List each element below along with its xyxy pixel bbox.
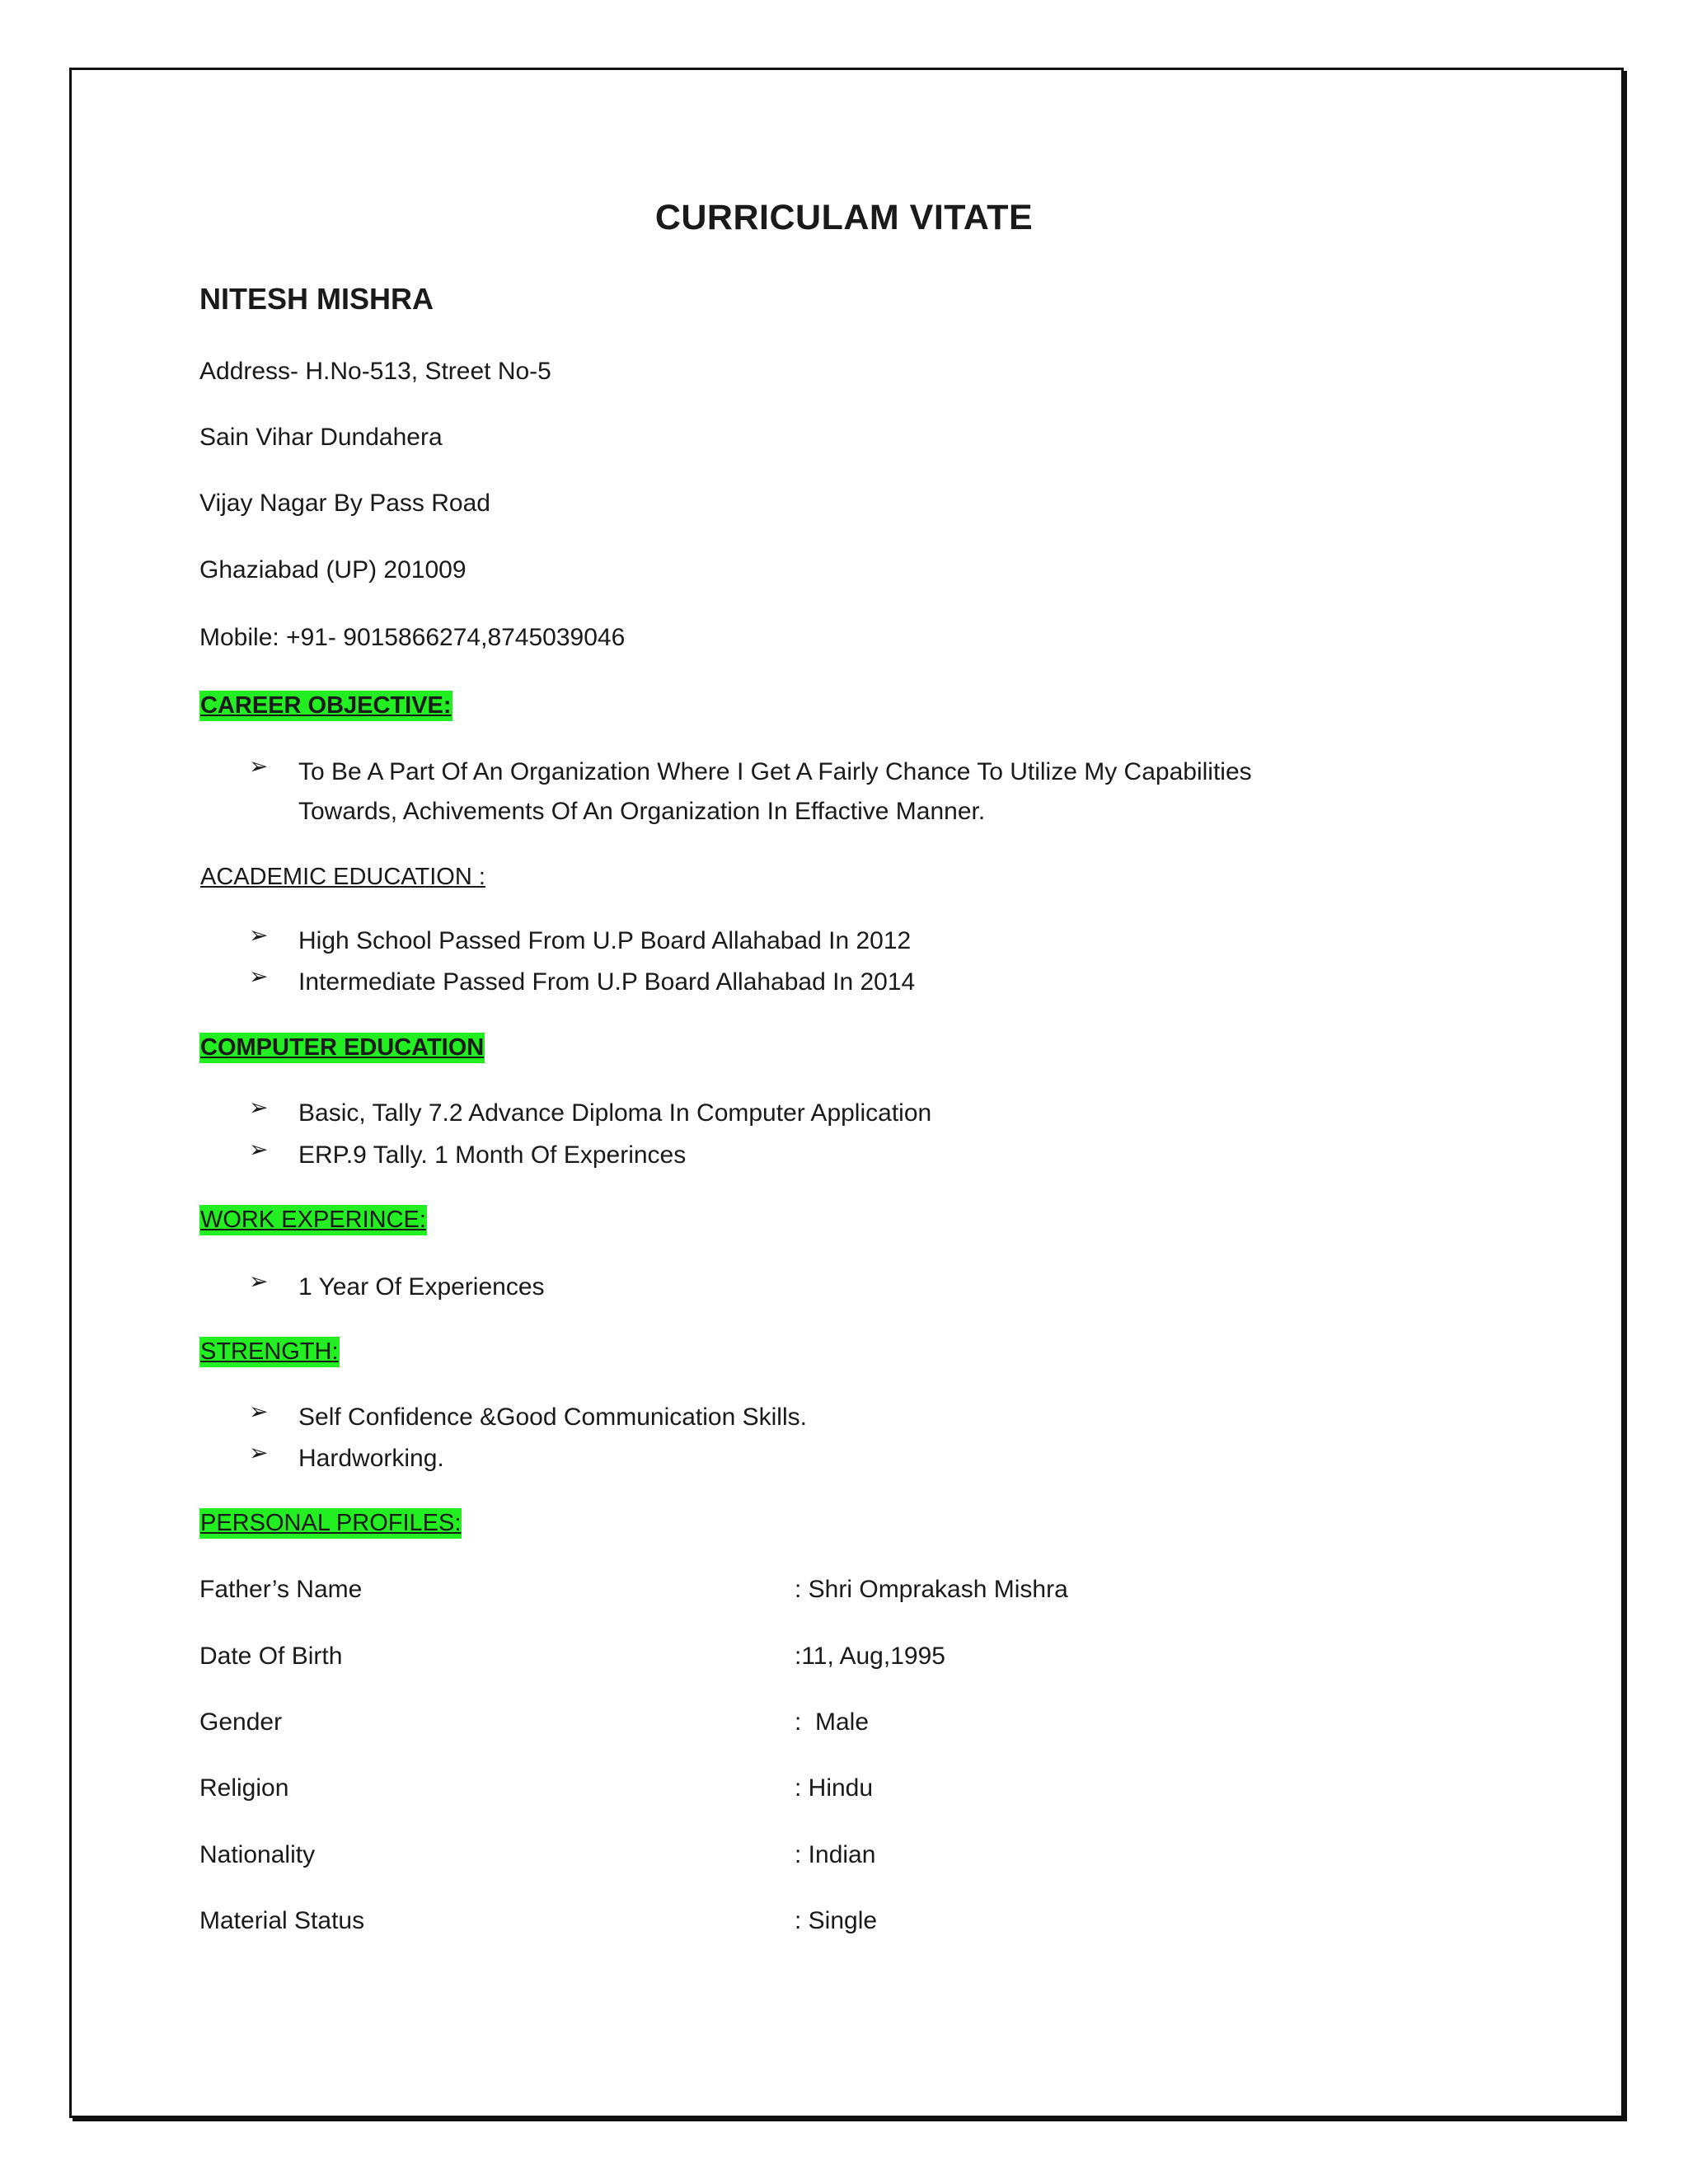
profile-value: : Single	[795, 1907, 878, 1934]
profile-label: Date Of Birth	[199, 1643, 343, 1670]
list-item	[249, 963, 915, 1002]
section-heading-career-objective: CAREER OBJECTIVE:	[199, 691, 452, 721]
address-line: Address- H.No-513, Street No-5	[199, 358, 551, 385]
list-item-text: Basic, Tally 7.2 Advance Diploma In Computer Application	[298, 1099, 932, 1127]
section-heading-computer-education: COMPUTER EDUCATION	[199, 1033, 485, 1063]
section-heading-personal-profiles: PERSONAL PROFILES:	[199, 1508, 462, 1539]
profile-label: Religion	[199, 1774, 289, 1802]
list-item-text: Hardworking.	[298, 1445, 444, 1472]
profile-value: : Indian	[795, 1841, 876, 1868]
candidate-name: NITESH MISHRA	[199, 282, 434, 316]
list-item	[249, 1439, 444, 1479]
address-line: Ghaziabad (UP) 201009	[199, 556, 467, 583]
list-item	[249, 1268, 545, 1307]
bullet-arrow-icon: ➢	[249, 963, 269, 989]
address-line: Vijay Nagar By Pass Road	[199, 490, 490, 517]
list-item-text: Intermediate Passed From U.P Board Allahabad In 2014	[298, 968, 916, 996]
list-item	[249, 921, 911, 961]
profile-value: : Male	[795, 1708, 870, 1736]
profile-label: Father’s Name	[199, 1576, 363, 1603]
section-heading-work-experience: WORK EXPERINCE:	[199, 1205, 427, 1235]
list-item-text: To Be A Part Of An Organization Where I Get A Fairly Chance To Utilize My Capabilities Towards, Achivements Of An Organization In Effactive Manner.	[298, 758, 1252, 825]
section-heading-strength: STRENGTH:	[199, 1337, 340, 1367]
profile-label: Gender	[199, 1708, 283, 1736]
bullet-arrow-icon: ➢	[249, 1268, 269, 1294]
list-item-text: High School Passed From U.P Board Allahabad In 2012	[298, 927, 912, 954]
list-item	[249, 1136, 686, 1175]
list-item	[249, 1094, 931, 1133]
profile-value: :11, Aug,1995	[795, 1643, 945, 1670]
list-item-text: ERP.9 Tally. 1 Month Of Experinces	[298, 1141, 687, 1169]
bullet-arrow-icon: ➢	[249, 753, 269, 779]
address-line: Sain Vihar Dundahera	[199, 424, 443, 451]
profile-label: Material Status	[199, 1907, 365, 1934]
list-item-text: 1 Year Of Experiences	[298, 1273, 545, 1301]
profile-value: : Shri Omprakash Mishra	[795, 1576, 1068, 1603]
mobile-line: Mobile: +91- 9015866274,8745039046	[199, 624, 626, 651]
section-heading-academic-education: ACADEMIC EDUCATION :	[200, 864, 485, 890]
profile-label: Nationality	[199, 1841, 316, 1868]
document-title: CURRICULAM VITATE	[654, 198, 1034, 237]
bullet-arrow-icon: ➢	[249, 1094, 269, 1120]
profile-value: : Hindu	[795, 1774, 874, 1802]
bullet-arrow-icon: ➢	[249, 1440, 269, 1465]
bullet-arrow-icon: ➢	[249, 1399, 269, 1424]
list-item	[249, 1398, 807, 1437]
bullet-arrow-icon: ➢	[249, 922, 269, 948]
list-item	[249, 752, 1252, 832]
list-item-text: Self Confidence &Good Communication Skills.	[298, 1404, 807, 1431]
bullet-arrow-icon: ➢	[249, 1137, 269, 1162]
